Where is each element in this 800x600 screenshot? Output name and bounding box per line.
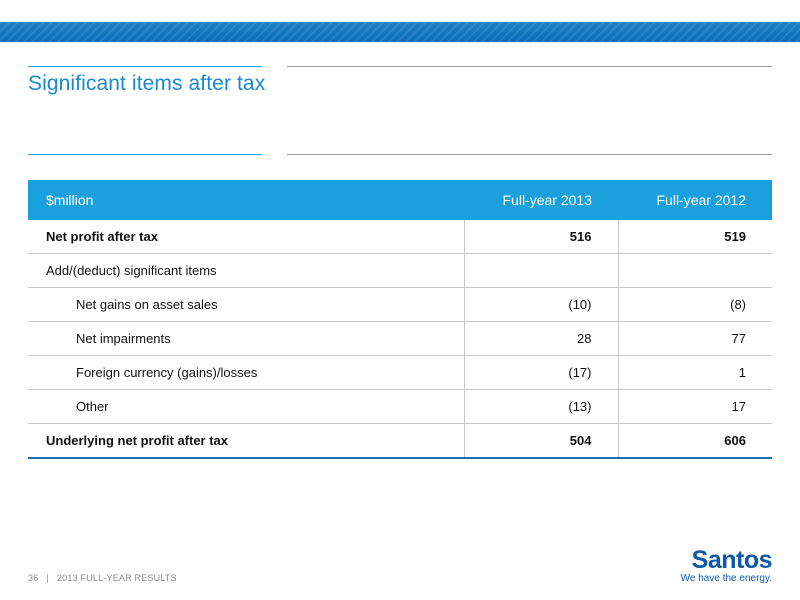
row-label: Net gains on asset sales	[28, 288, 464, 322]
footer-separator: |	[46, 573, 49, 583]
row-value-fy2012: (8)	[618, 288, 772, 322]
logo-wordmark: Santos	[691, 546, 772, 574]
column-header-fy2013: Full-year 2013	[464, 180, 618, 220]
slide-footer	[28, 573, 177, 583]
title-rule-top-left	[28, 66, 262, 67]
column-header-fy2012: Full-year 2012	[618, 180, 772, 220]
row-value-fy2013: 504	[464, 424, 618, 459]
table-row	[28, 288, 772, 322]
table-header-row	[28, 180, 772, 220]
table-row	[28, 220, 772, 254]
row-value-fy2012: 519	[618, 220, 772, 254]
row-value-fy2013: (13)	[464, 390, 618, 424]
row-value-fy2012: 606	[618, 424, 772, 459]
logo-tagline: We have the energy.	[680, 573, 772, 584]
row-value-fy2012: 17	[618, 390, 772, 424]
row-value-fy2013: (17)	[464, 356, 618, 390]
table-row	[28, 322, 772, 356]
table-row	[28, 356, 772, 390]
row-value-fy2012: 1	[618, 356, 772, 390]
title-rule-bottom-right	[287, 154, 772, 155]
row-value-fy2012: 77	[618, 322, 772, 356]
row-value-fy2013: 28	[464, 322, 618, 356]
row-label: Other	[28, 390, 464, 424]
header-band-pattern	[0, 22, 800, 42]
row-value-fy2013: (10)	[464, 288, 618, 322]
slide-title: Significant items after tax	[28, 72, 266, 95]
title-rule-bottom-left	[28, 154, 262, 155]
santos-logo	[681, 548, 772, 585]
table-row	[28, 390, 772, 424]
table-row-total	[28, 424, 772, 459]
footer-text: 2013 FULL-YEAR RESULTS	[56, 573, 177, 583]
header-band	[0, 0, 800, 42]
row-label: Net profit after tax	[28, 220, 464, 254]
column-header-label: $million	[28, 180, 464, 220]
page-number: 36	[28, 573, 39, 583]
row-label: Add/(deduct) significant items	[28, 254, 464, 288]
row-value-fy2013: 516	[464, 220, 618, 254]
row-value-fy2013	[464, 254, 618, 288]
row-value-fy2012	[618, 254, 772, 288]
table-row	[28, 254, 772, 288]
row-label: Foreign currency (gains)/losses	[28, 356, 464, 390]
significant-items-table	[28, 180, 772, 459]
row-label: Net impairments	[28, 322, 464, 356]
row-label: Underlying net profit after tax	[28, 424, 464, 459]
title-rule-top-right	[287, 66, 772, 67]
